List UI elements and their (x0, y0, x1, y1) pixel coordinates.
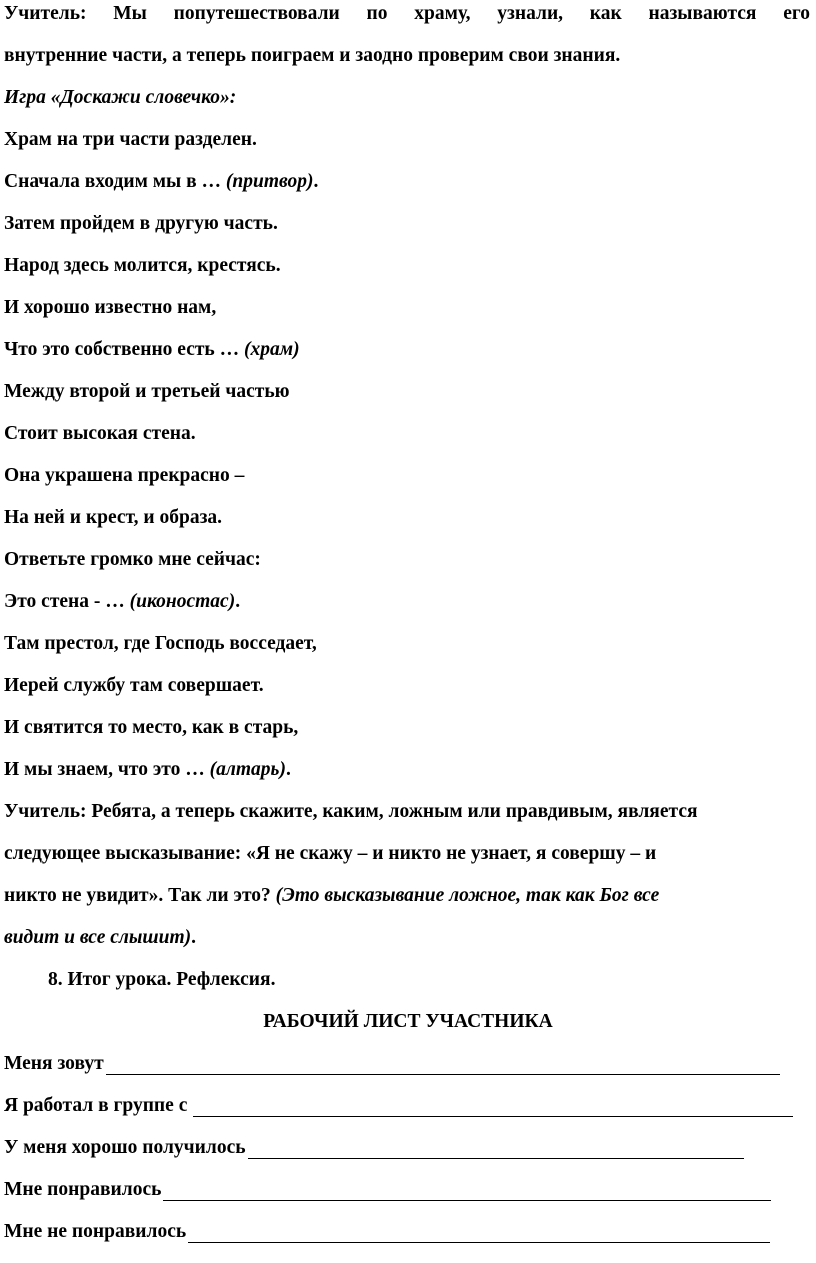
teacher-label: Учитель: (4, 801, 87, 822)
poem-line: И святится то место, как в старь, (4, 717, 299, 738)
intro-text: Мы попутешествовали по храму, узнали, как называются его (113, 3, 810, 24)
teacher-label: Учитель: (4, 3, 87, 24)
worksheet-field-name (4, 1053, 780, 1075)
blank-input-line[interactable] (106, 1056, 780, 1075)
answer-text: (алтарь) (209, 759, 286, 780)
worksheet-field-success (4, 1137, 744, 1159)
poem-line: И хорошо известно нам, (4, 297, 217, 318)
blank-input-line[interactable] (193, 1098, 793, 1117)
question-text: Ребята, а теперь скажите, каким, ложным или правдивым, является (91, 801, 698, 822)
poem-line: Храм на три части разделен. (4, 129, 257, 150)
question-line-4: видит и все слышит). (4, 927, 197, 948)
field-label: Мне понравилось (4, 1179, 162, 1200)
field-label: У меня хорошо получилось (4, 1137, 246, 1158)
worksheet-field-disliked (4, 1221, 770, 1243)
worksheet-title: РАБОЧИЙ ЛИСТ УЧАСТНИКА (263, 1011, 553, 1032)
poem-line: Сначала входим мы в … (притвор). (4, 171, 319, 192)
answer-text: (иконостас) (129, 591, 236, 612)
intro-line-1 (4, 3, 810, 25)
answer-text: (Это высказывание ложное, так как Бог все (275, 885, 660, 906)
question-line-3: никто не увидит». Так ли это? (Это высказывание ложное, так как Бог все (4, 885, 660, 906)
intro-line-2: внутренние части, а теперь поиграем и заодно проверим свои знания. (4, 45, 621, 66)
question-line-2: следующее высказывание: «Я не скажу – и никто не узнает, я совершу – и (4, 843, 657, 864)
blank-input-line[interactable] (188, 1224, 770, 1243)
answer-text: (храм) (244, 339, 300, 360)
section-heading: 8. Итог урока. Рефлексия. (48, 969, 276, 990)
answer-text: видит и все слышит) (4, 927, 192, 948)
poem-line: Народ здесь молится, крестясь. (4, 255, 281, 276)
worksheet-field-liked (4, 1179, 771, 1201)
poem-line: И мы знаем, что это … (алтарь). (4, 759, 291, 780)
poem-line: Между второй и третьей частью (4, 381, 290, 402)
poem-line: Там престол, где Господь восседает, (4, 633, 317, 654)
field-label: Меня зовут (4, 1053, 104, 1074)
poem-line: На ней и крест, и образа. (4, 507, 223, 528)
poem-line: Это стена - … (иконостас). (4, 591, 241, 612)
answer-text: (притвор) (225, 171, 314, 192)
worksheet-field-group (4, 1095, 793, 1117)
poem-line: Что это собственно есть … (храм) (4, 339, 300, 360)
poem-line: Иерей службу там совершает. (4, 675, 264, 696)
poem-line: Ответьте громко мне сейчас: (4, 549, 261, 570)
poem-line: Она украшена прекрасно – (4, 465, 245, 486)
game-title: Игра «Доскажи словечко»: (4, 87, 237, 108)
blank-input-line[interactable] (248, 1140, 744, 1159)
poem-line: Стоит высокая стена. (4, 423, 196, 444)
question-line-1 (4, 801, 698, 823)
poem-line: Затем пройдем в другую часть. (4, 213, 278, 234)
field-label: Мне не понравилось (4, 1221, 187, 1242)
field-label: Я работал в группе с (4, 1095, 188, 1116)
blank-input-line[interactable] (163, 1182, 771, 1201)
